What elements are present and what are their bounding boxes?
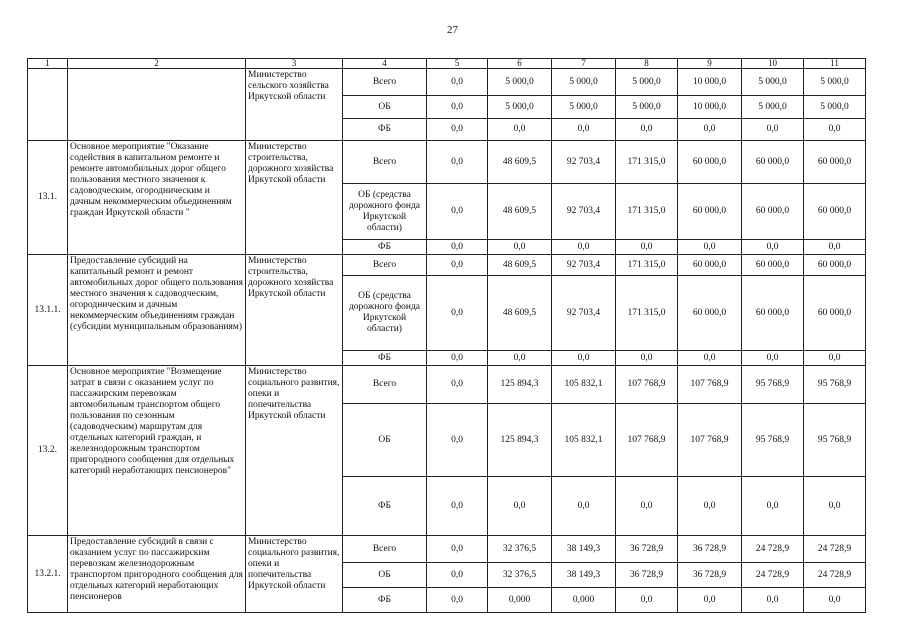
amount-cell: 95 768,9 xyxy=(804,366,866,404)
amount-cell: 125 894,3 xyxy=(488,366,552,404)
funding-source: Всего xyxy=(343,366,427,404)
col-header: 5 xyxy=(427,59,488,69)
amount-cell: 5 000,0 xyxy=(742,69,804,96)
amount-cell: 60 000,0 xyxy=(742,184,804,240)
amount-cell: 0,0 xyxy=(678,240,742,255)
amount-cell: 0,0 xyxy=(427,255,488,276)
header-row xyxy=(28,59,866,69)
amount-cell: 5 000,0 xyxy=(552,69,616,96)
amount-cell: 48 609,5 xyxy=(488,255,552,276)
amount-cell: 24 728,9 xyxy=(804,536,866,563)
responsible-ministry: Министерство сельского хозяйства Иркутской области xyxy=(246,69,343,141)
amount-cell: 36 728,9 xyxy=(616,536,678,563)
amount-cell: 0,0 xyxy=(742,351,804,366)
item-name xyxy=(68,69,246,141)
item-number: 13.1.1. xyxy=(28,255,68,366)
amount-cell: 105 832,1 xyxy=(552,366,616,404)
amount-cell: 0,0 xyxy=(552,477,616,536)
funding-source: ОБ xyxy=(343,404,427,477)
amount-cell: 0,0 xyxy=(488,477,552,536)
amount-cell: 171 315,0 xyxy=(616,141,678,184)
amount-cell: 60 000,0 xyxy=(804,255,866,276)
amount-cell: 0,0 xyxy=(742,588,804,613)
amount-cell: 0,0 xyxy=(427,351,488,366)
amount-cell: 0,0 xyxy=(427,119,488,141)
amount-cell: 0,0 xyxy=(488,119,552,141)
amount-cell: 0,0 xyxy=(552,351,616,366)
funding-source: Всего xyxy=(343,69,427,96)
amount-cell: 92 703,4 xyxy=(552,255,616,276)
amount-cell: 60 000,0 xyxy=(804,276,866,351)
amount-cell: 36 728,9 xyxy=(616,563,678,588)
item-number: 13.2. xyxy=(28,366,68,536)
amount-cell: 10 000,0 xyxy=(678,96,742,119)
item-name: Предоставление субсидий на капитальный ремонт и ремонт автомобильных дорог общего пользования местного значения к садоводческим, огородническим и дачным некоммерческим объединениям граждан (субсидии муниципальным образованиям) xyxy=(68,255,246,366)
amount-cell: 0,000 xyxy=(488,588,552,613)
item-number: 13.1. xyxy=(28,141,68,255)
page-number: 27 xyxy=(447,24,458,36)
amount-cell: 60 000,0 xyxy=(804,141,866,184)
amount-cell: 0,0 xyxy=(678,588,742,613)
item-name: Основное мероприятие "Оказание содействия в капитальном ремонте и ремонте автомобильных дорог общего пользования местного значения к садоводческим, огородническим и дачным некоммерческим объединениям граждан Иркутской области " xyxy=(68,141,246,255)
amount-cell: 0,0 xyxy=(804,588,866,613)
amount-cell: 0,0 xyxy=(488,351,552,366)
item-number xyxy=(28,69,68,141)
amount-cell: 0,0 xyxy=(427,536,488,563)
amount-cell: 0,0 xyxy=(488,240,552,255)
amount-cell: 0,0 xyxy=(678,477,742,536)
funding-source: ФБ xyxy=(343,240,427,255)
table-row xyxy=(28,366,866,404)
col-header: 2 xyxy=(68,59,246,69)
col-header: 1 xyxy=(28,59,68,69)
funding-source: ОБ xyxy=(343,563,427,588)
amount-cell: 48 609,5 xyxy=(488,141,552,184)
amount-cell: 0,0 xyxy=(804,119,866,141)
amount-cell: 36 728,9 xyxy=(678,563,742,588)
responsible-ministry: Министерство социального развития, опеки и попечительства Иркутской области xyxy=(246,366,343,536)
amount-cell: 0,0 xyxy=(742,240,804,255)
amount-cell: 32 376,5 xyxy=(488,536,552,563)
amount-cell: 92 703,4 xyxy=(552,184,616,240)
amount-cell: 24 728,9 xyxy=(742,536,804,563)
col-header: 11 xyxy=(804,59,866,69)
amount-cell: 60 000,0 xyxy=(678,141,742,184)
funding-source: ФБ xyxy=(343,351,427,366)
col-header: 10 xyxy=(742,59,804,69)
item-number: 13.2.1. xyxy=(28,536,68,613)
col-header: 7 xyxy=(552,59,616,69)
table-row xyxy=(28,141,866,184)
amount-cell: 10 000,0 xyxy=(678,69,742,96)
amount-cell: 0,0 xyxy=(616,351,678,366)
amount-cell: 0,0 xyxy=(616,240,678,255)
item-name: Предоставление субсидий в связи с оказанием услуг по пассажирским перевозкам железнодорожным транспортом пригородного сообщения для отдельных категорий неработающих пенсионеров xyxy=(68,536,246,613)
funding-source: ФБ xyxy=(343,477,427,536)
funding-source: Всего xyxy=(343,255,427,276)
amount-cell: 60 000,0 xyxy=(742,276,804,351)
amount-cell: 0,0 xyxy=(552,240,616,255)
amount-cell: 5 000,0 xyxy=(488,96,552,119)
amount-cell: 0,0 xyxy=(804,351,866,366)
amount-cell: 60 000,0 xyxy=(742,141,804,184)
funding-source: Всего xyxy=(343,536,427,563)
budget-table xyxy=(27,58,866,613)
amount-cell: 0,0 xyxy=(427,96,488,119)
amount-cell: 5 000,0 xyxy=(804,96,866,119)
amount-cell: 60 000,0 xyxy=(804,184,866,240)
table-row xyxy=(28,536,866,563)
responsible-ministry: Министерство строительства, дорожного хозяйства Иркутской области xyxy=(246,141,343,255)
funding-source: ФБ xyxy=(343,119,427,141)
amount-cell: 171 315,0 xyxy=(616,184,678,240)
amount-cell: 5 000,0 xyxy=(616,69,678,96)
funding-source: ОБ xyxy=(343,96,427,119)
amount-cell: 0,0 xyxy=(427,69,488,96)
amount-cell: 0,0 xyxy=(427,563,488,588)
amount-cell: 0,0 xyxy=(427,141,488,184)
amount-cell: 95 768,9 xyxy=(804,404,866,477)
amount-cell: 0,0 xyxy=(427,366,488,404)
table-row xyxy=(28,69,866,96)
amount-cell: 38 149,3 xyxy=(552,536,616,563)
amount-cell: 0,0 xyxy=(804,240,866,255)
amount-cell: 95 768,9 xyxy=(742,366,804,404)
amount-cell: 5 000,0 xyxy=(742,96,804,119)
amount-cell: 0,000 xyxy=(552,588,616,613)
amount-cell: 0,0 xyxy=(616,477,678,536)
funding-source: ОБ (средства дорожного фонда Иркутской области) xyxy=(343,184,427,240)
amount-cell: 107 768,9 xyxy=(616,404,678,477)
amount-cell: 105 832,1 xyxy=(552,404,616,477)
amount-cell: 0,0 xyxy=(552,119,616,141)
amount-cell: 38 149,3 xyxy=(552,563,616,588)
funding-source: ОБ (средства дорожного фонда Иркутской области) xyxy=(343,276,427,351)
amount-cell: 60 000,0 xyxy=(742,255,804,276)
col-header: 6 xyxy=(488,59,552,69)
amount-cell: 24 728,9 xyxy=(804,563,866,588)
amount-cell: 24 728,9 xyxy=(742,563,804,588)
amount-cell: 125 894,3 xyxy=(488,404,552,477)
amount-cell: 0,0 xyxy=(616,588,678,613)
col-header: 9 xyxy=(678,59,742,69)
amount-cell: 0,0 xyxy=(678,351,742,366)
amount-cell: 0,0 xyxy=(742,119,804,141)
amount-cell: 0,0 xyxy=(742,477,804,536)
col-header: 8 xyxy=(616,59,678,69)
amount-cell: 0,0 xyxy=(804,477,866,536)
amount-cell: 5 000,0 xyxy=(616,96,678,119)
amount-cell: 107 768,9 xyxy=(616,366,678,404)
responsible-ministry: Министерство строительства, дорожного хозяйства Иркутской области xyxy=(246,255,343,366)
amount-cell: 95 768,9 xyxy=(742,404,804,477)
amount-cell: 36 728,9 xyxy=(678,536,742,563)
col-header: 3 xyxy=(246,59,343,69)
amount-cell: 0,0 xyxy=(427,276,488,351)
amount-cell: 0,0 xyxy=(427,184,488,240)
amount-cell: 48 609,5 xyxy=(488,276,552,351)
amount-cell: 32 376,5 xyxy=(488,563,552,588)
funding-source: Всего xyxy=(343,141,427,184)
table-row xyxy=(28,255,866,276)
amount-cell: 107 768,9 xyxy=(678,404,742,477)
amount-cell: 60 000,0 xyxy=(678,184,742,240)
amount-cell: 0,0 xyxy=(427,477,488,536)
amount-cell: 92 703,4 xyxy=(552,276,616,351)
amount-cell: 0,0 xyxy=(678,119,742,141)
amount-cell: 60 000,0 xyxy=(678,255,742,276)
amount-cell: 0,0 xyxy=(616,119,678,141)
amount-cell: 171 315,0 xyxy=(616,276,678,351)
amount-cell: 5 000,0 xyxy=(804,69,866,96)
amount-cell: 5 000,0 xyxy=(552,96,616,119)
amount-cell: 0,0 xyxy=(427,588,488,613)
amount-cell: 5 000,0 xyxy=(488,69,552,96)
amount-cell: 48 609,5 xyxy=(488,184,552,240)
item-name: Основное мероприятие "Возмещение затрат в связи с оказанием услуг по пассажирским перевозкам автомобильным транспортом общего пользования по сезонным (садоводческим) маршрутам для отдельных категорий граждан, и железнодорожным транспортом пригородного сообщения для отдельных категорий неработающих пенсионеров" xyxy=(68,366,246,536)
amount-cell: 60 000,0 xyxy=(678,276,742,351)
amount-cell: 92 703,4 xyxy=(552,141,616,184)
funding-source: ФБ xyxy=(343,588,427,613)
amount-cell: 107 768,9 xyxy=(678,366,742,404)
col-header: 4 xyxy=(343,59,427,69)
responsible-ministry: Министерство социального развития, опеки и попечительства Иркутской области xyxy=(246,536,343,613)
amount-cell: 0,0 xyxy=(427,404,488,477)
amount-cell: 0,0 xyxy=(427,240,488,255)
amount-cell: 171 315,0 xyxy=(616,255,678,276)
